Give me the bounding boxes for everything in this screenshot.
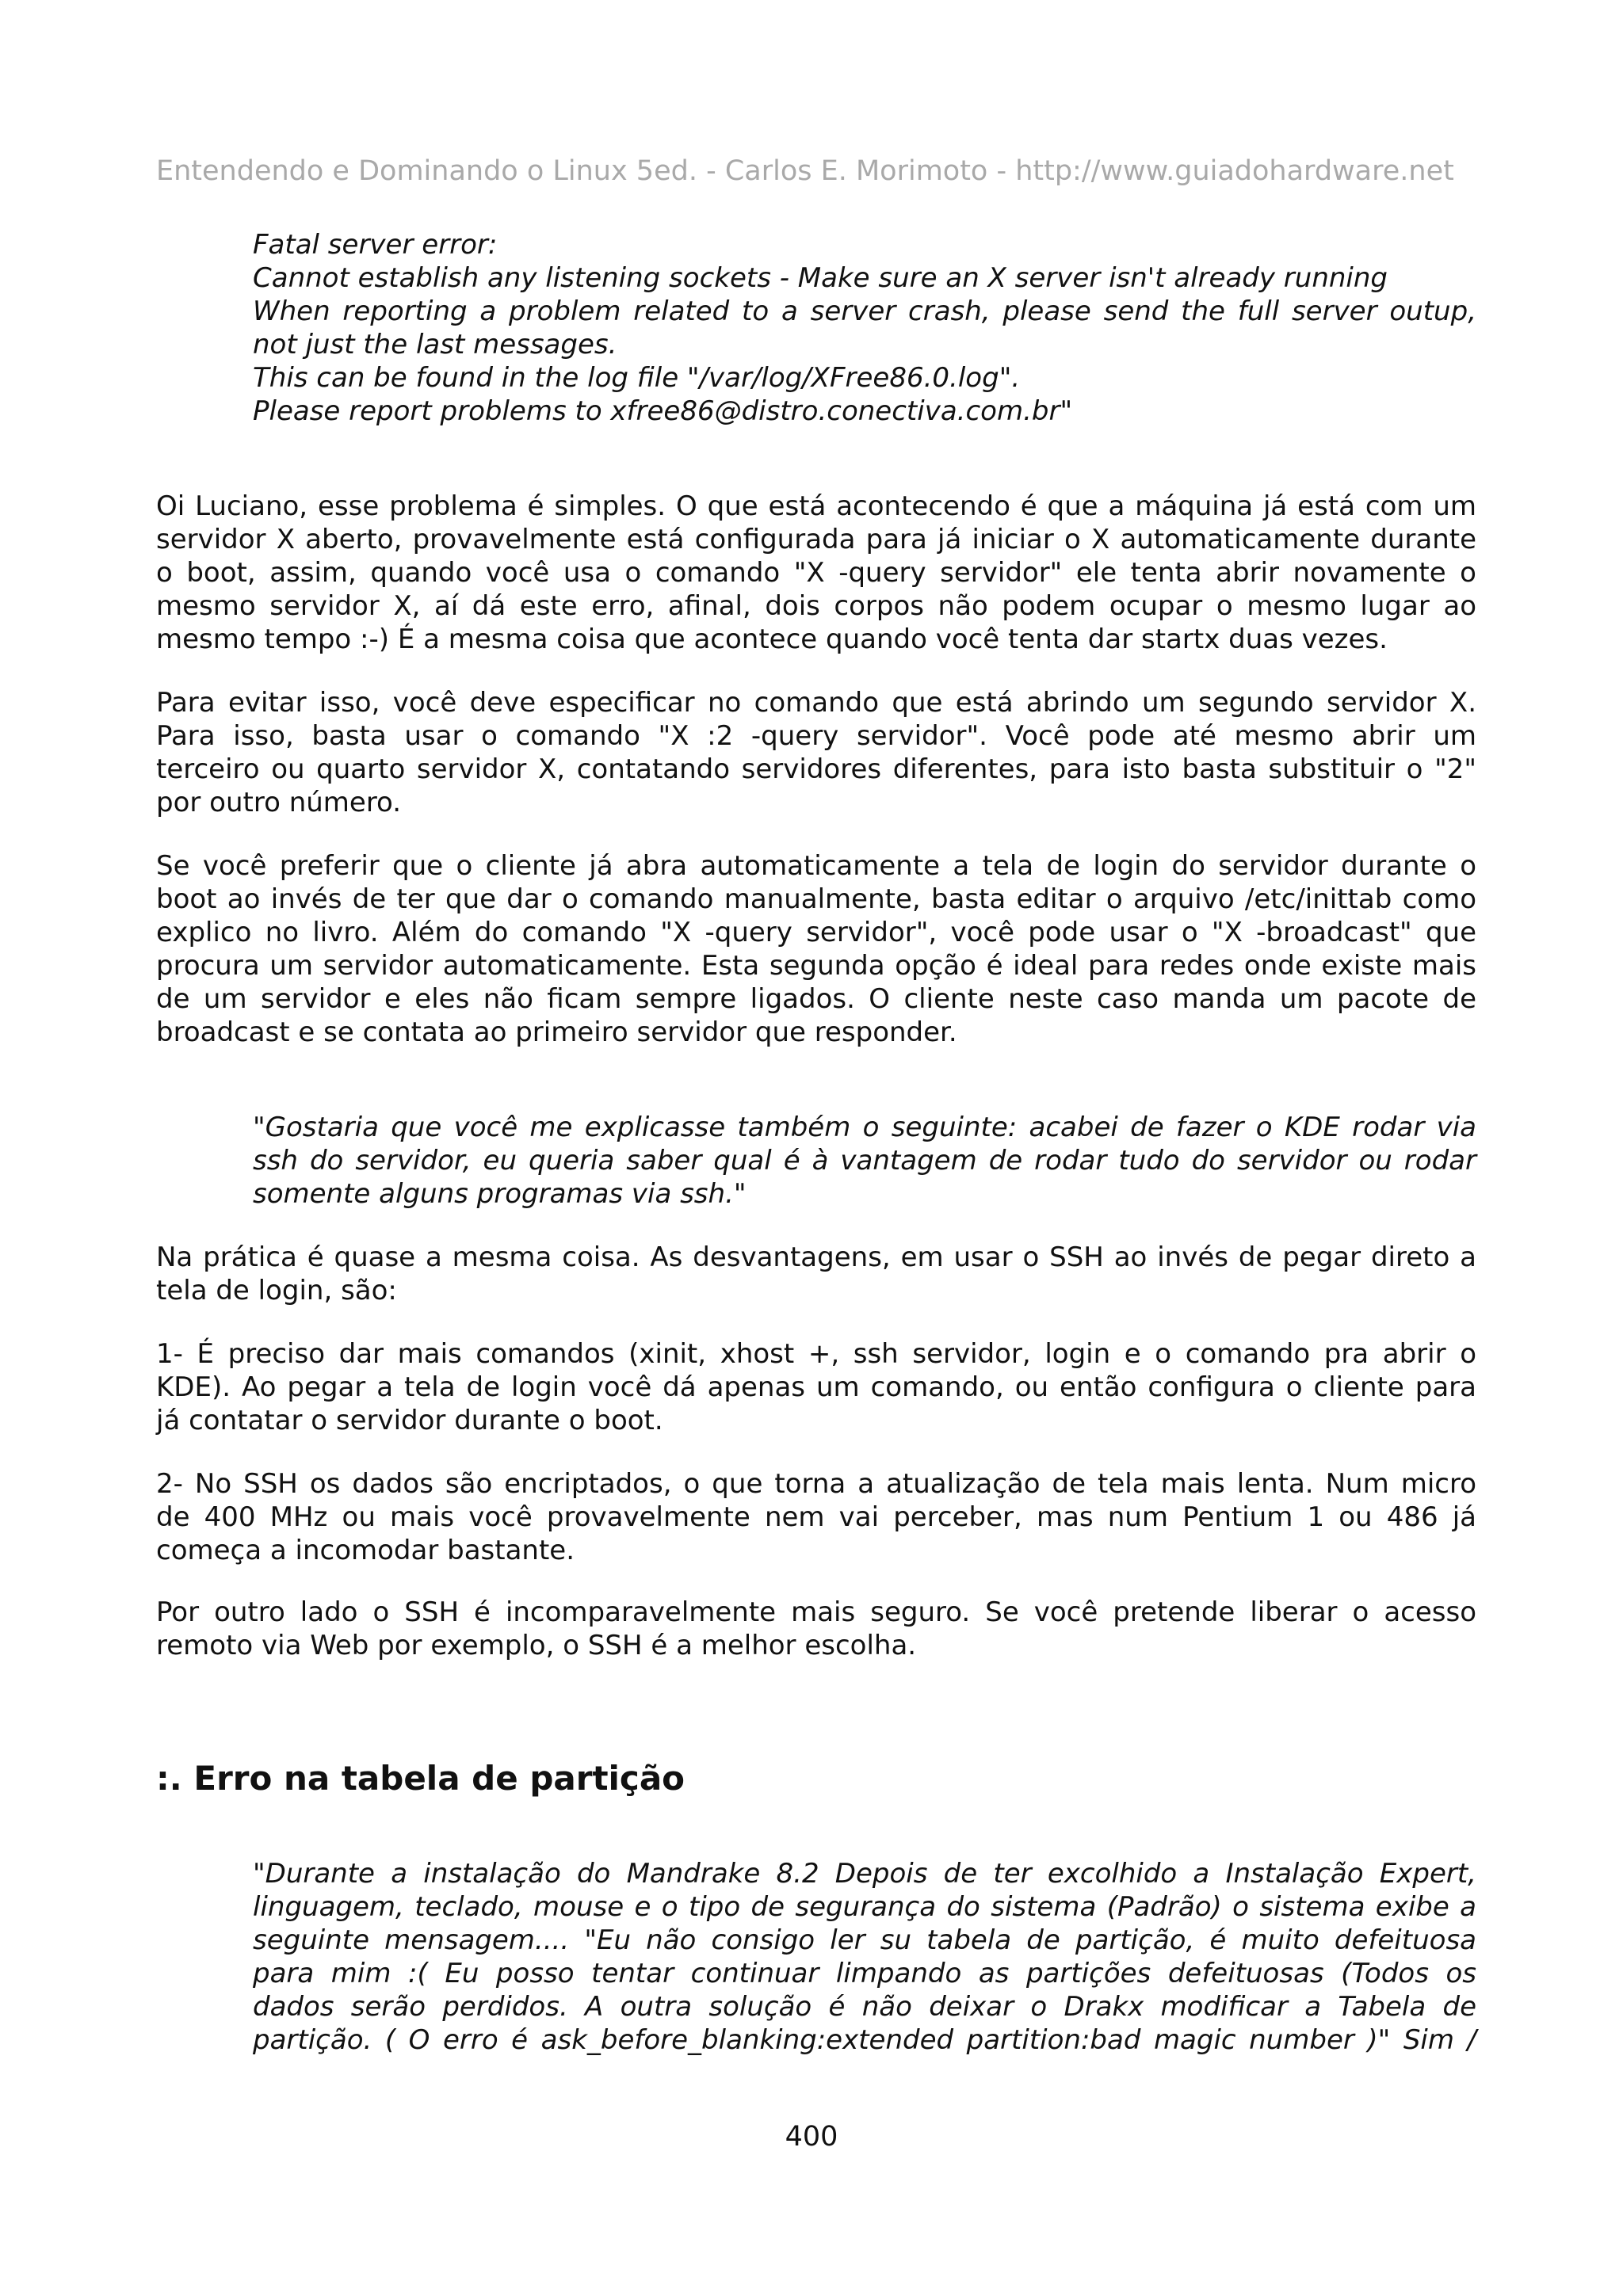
text-line: Se você preferir que o cliente já abra automaticamente a tela de login do servidor durante o [156, 850, 1476, 882]
quote-line: This can be found in the log file "/var/log/XFree86.0.log". [253, 362, 1021, 394]
quote-line: Fatal server error: [253, 229, 498, 261]
text-line: começa a incomodar bastante. [156, 1535, 575, 1566]
paragraph-answer-6 [156, 1467, 1476, 1567]
paragraph-answer-1 [156, 490, 1476, 656]
text-line: Para isso, basta usar o comando "X :2 -query servidor". Você pode até mesmo abrir um [156, 720, 1476, 752]
text-line: servidor X aberto, provavelmente está configurada para já iniciar o X automaticamente durante [156, 524, 1476, 555]
text-line: por outro número. [156, 787, 402, 818]
quote-line: Cannot establish any listening sockets - Make sure an X server isn't already running [253, 262, 1388, 294]
quote-line: somente alguns programas via ssh." [253, 1178, 747, 1210]
quote-line: para mim :( Eu posso tentar continuar limpando as partições defeituosas (Todos os [253, 1958, 1476, 1989]
partition-error-quote [253, 1857, 1476, 2057]
text-line: 2- No SSH os dados são encriptados, o que torna a atualização de tela mais lenta. Num micro [156, 1468, 1476, 1500]
text-line: 1- É preciso dar mais comandos (xinit, xhost +, ssh servidor, login e o comando pra abrir o [156, 1338, 1476, 1370]
text-line: Oi Luciano, esse problema é simples. O que está acontecendo é que a máquina já está com um [156, 490, 1476, 522]
quote-line: seguinte mensagem.... "Eu não consigo ler su tabela de partição, é muito defeituosa [253, 1924, 1476, 1956]
quote-line: "Gostaria que você me explicasse também o seguinte: acabei de fazer o KDE rodar via [253, 1112, 1476, 1143]
text-line: Por outro lado o SSH é incomparavelmente mais seguro. Se você pretende liberar o acesso [156, 1596, 1476, 1628]
quote-line: "Durante a instalação do Mandrake 8.2 Depois de ter excolhido a Instalação Expert, [253, 1858, 1476, 1890]
running-header: Entendendo e Dominando o Linux 5ed. - Carlos E. Morimoto - http://www.guiadohardware.net [156, 155, 1454, 187]
quote-line: Please report problems to xfree86@distro.conectiva.com.br" [253, 395, 1073, 427]
text-line: boot ao invés de ter que dar o comando manualmente, basta editar o arquivo /etc/inittab como [156, 883, 1476, 915]
quote-line: linguagem, teclado, mouse e o tipo de segurança do sistema (Padrão) o sistema exibe a [253, 1891, 1476, 1923]
text-line: KDE). Ao pegar a tela de login você dá apenas um comando, ou então configura o cliente para [156, 1371, 1476, 1403]
page-number: 400 [785, 2121, 838, 2153]
text-line: mesmo servidor X, aí dá este erro, afinal, dois corpos não podem ocupar o mesmo lugar ao [156, 590, 1476, 622]
text-line: terceiro ou quarto servidor X, contatando servidores diferentes, para isto basta substituir o "2" [156, 753, 1476, 785]
paragraph-answer-5 [156, 1337, 1476, 1437]
quote-line: dados serão perdidos. A outra solução é não deixar o Drakx modificar a Tabela de [253, 1991, 1476, 2023]
section-heading: :. Erro na tabela de partição [156, 1759, 685, 1798]
text-line: já contatar o servidor durante o boot. [156, 1405, 663, 1436]
text-line: o boot, assim, quando você usa o comando "X -query servidor" ele tenta abrir novamente o [156, 557, 1476, 589]
paragraph-answer-4 [156, 1241, 1476, 1307]
text-line: de 400 MHz ou mais você provavelmente nem vai perceber, mas num Pentium 1 ou 486 já [156, 1501, 1476, 1533]
error-message-quote [253, 228, 1476, 428]
quote-line: When reporting a problem related to a server crash, please send the full server outup, [253, 296, 1476, 327]
quote-line: ssh do servidor, eu queria saber qual é à vantagem de rodar tudo do servidor ou rodar [253, 1145, 1476, 1177]
text-line: tela de login, são: [156, 1275, 397, 1306]
text-line: procura um servidor automaticamente. Esta segunda opção é ideal para redes onde existe mais [156, 950, 1476, 982]
quote-line: partição. ( O erro é ask_before_blanking:extended partition:bad magic number )" Sim / [253, 2024, 1476, 2056]
text-line: explico no livro. Além do comando "X -query servidor", você pode usar o "X -broadcast" que [156, 917, 1476, 948]
text-line: Na prática é quase a mesma coisa. As desvantagens, em usar o SSH ao invés de pegar direto a [156, 1241, 1476, 1273]
paragraph-answer-7 [156, 1596, 1476, 1662]
reader-question-quote [253, 1111, 1476, 1211]
text-line: de um servidor e eles não ficam sempre ligados. O cliente neste caso manda um pacote de [156, 983, 1476, 1015]
paragraph-answer-2 [156, 686, 1476, 819]
text-line: broadcast e se contata ao primeiro servidor que responder. [156, 1016, 957, 1048]
text-line: Para evitar isso, você deve especificar no comando que está abrindo um segundo servidor X. [156, 687, 1476, 719]
quote-line: not just the last messages. [253, 329, 617, 360]
text-line: mesmo tempo :-) É a mesma coisa que acontece quando você tenta dar startx duas vezes. [156, 624, 1388, 655]
text-line: remoto via Web por exemplo, o SSH é a melhor escolha. [156, 1630, 917, 1661]
paragraph-answer-3 [156, 849, 1476, 1049]
